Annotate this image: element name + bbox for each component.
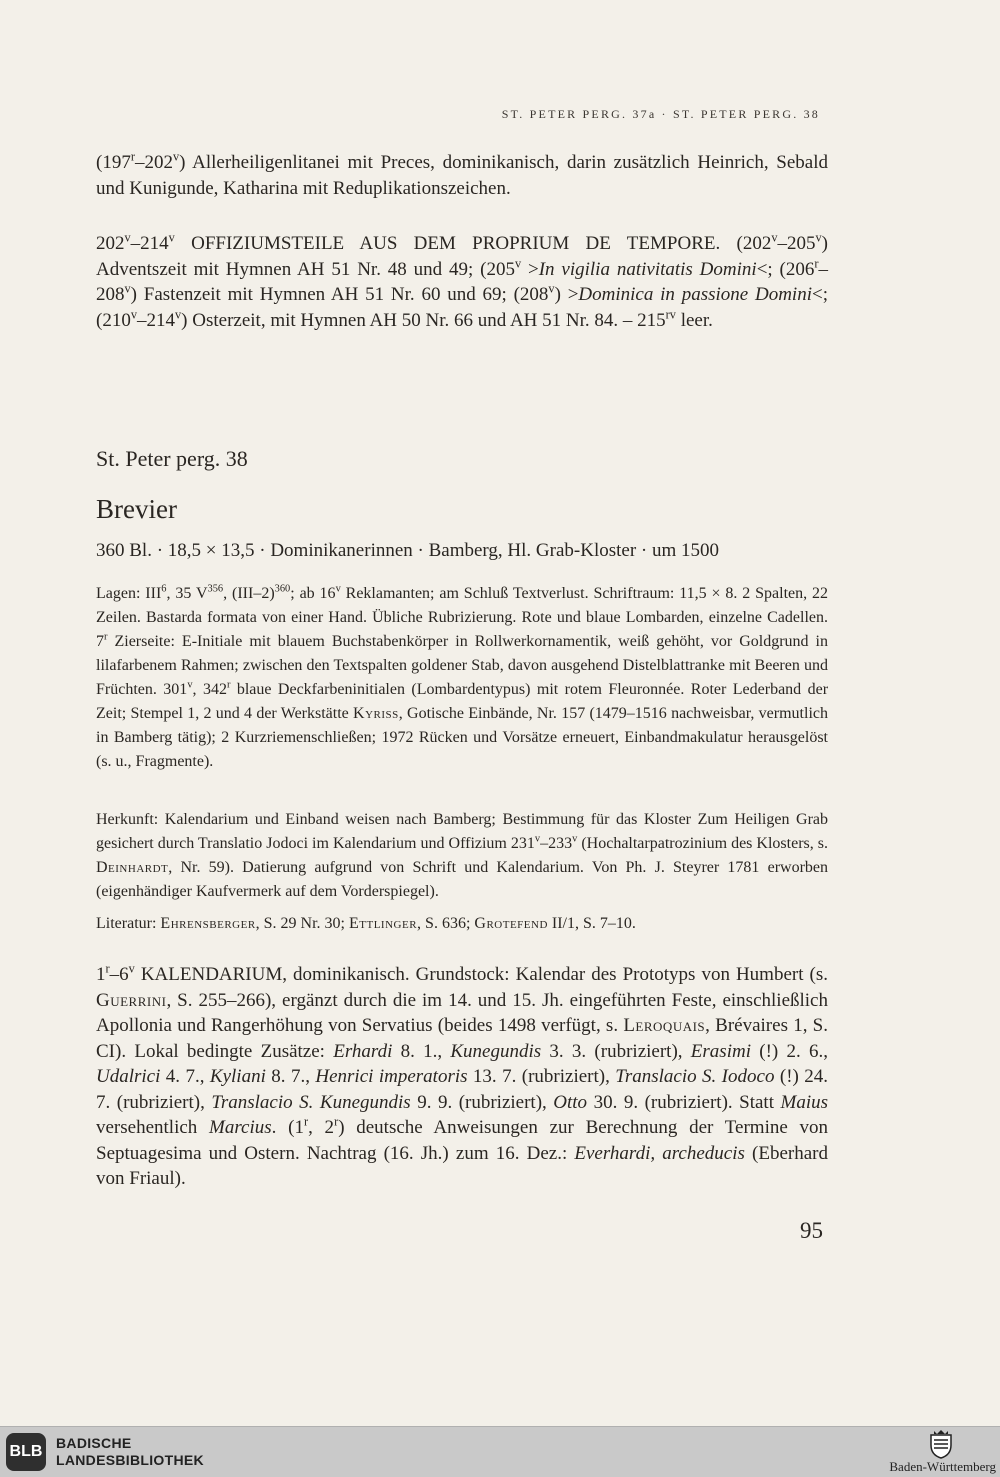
blb-logo[interactable]: BLB xyxy=(6,1433,46,1471)
footer-bar xyxy=(0,1426,1000,1477)
manuscript-title: Brevier xyxy=(96,494,177,524)
coat-of-arms-icon xyxy=(928,1429,954,1459)
paragraph-offizium: 202$^v$–214$^v$ OFFIZIUMSTEILE AUS DEM PROPRIUM DE TEMPORE. (202$^v$–205$^v$) Adventszeit mit Hymnen AH 51 Nr. 48 und 49; ($205^v >In$ vigilia nativitatis Domini<; (206$^r$–208$^v$) Fastenzeit mit Hymnen AH 51 Nr. 60 und 69; $(208^v)$ >Dominica in passione Domini<; (210$^v$–214$^v$) Osterzeit, mit Hymnen AH 50 Nr. 66 und AH 51 Nr. 84. – $215^{rv}$ leer. xyxy=(96,230,828,331)
page-number: 95 xyxy=(800,1218,823,1243)
paragraph-litany: (197$^r$–202$^v$) Allerheiligenlitanei mit Preces, dominikanisch, darin zusätzlich Heinrich, Sebald und Kunigunde, Katharina mit Reduplikationszeichen. xyxy=(96,149,828,199)
state-name[interactable]: Baden-Württemberg xyxy=(889,1459,996,1474)
shelfmark-heading: St. Peter perg. 38 xyxy=(96,446,248,471)
physical-description: 360 Bl. · 18,5 × 13,5 · Dominikanerinnen · Bamberg, Hl. Grab-Kloster · um 1500 xyxy=(96,540,720,561)
running-head: ST. PETER PERG. 37a · ST. PETER PERG. 38 xyxy=(501,107,820,121)
paragraph-herkunft: Herkunft: Kalendarium und Einband weisen nach Bamberg; Bestimmung für das Kloster Zum Heiligen Grab gesichert durch Translatio Jodoci im Kalendarium und Offizium 231$^v$–233$^v$ (Hochaltarpatrozinium des Klosters, s. Deinhardt, Nr. 59). Datierung aufgrund von Schrift und Kalendarium. Von Ph. J. Steyrer 1781 erworben (eigenhändiger Kaufvermerk auf dem Vorderspiegel). xyxy=(96,811,828,900)
library-name-line2: LANDESBIBLIOTHEK xyxy=(56,1452,204,1468)
paragraph-lagen: Lagen: III$^6$, 35 $V^{356}$, $(III-2)^{360}$; ab 16$^v$ Reklamanten; am Schluß Textverlust. Schriftraum: 11,5 × 8. 2 Spalten, 22 Zeilen. Bastarda formata von einer Hand. Übliche Rubrizierung. Rote und blaue Lombarden, einzelne Cadellen. 7$^r$ Zierseite: E-Initiale mit blauem Buchstabenkörper in Rollwerkornamentik, weiß gehöht, vor Goldgrund in lilafarbenem Rahmen; zwischen den Textspalten goldener Stab, davon ausgehend Distelblattranke mit Beeren und Früchten. 301$^v$, 342$^r$ blaue Deckfarbeninitialen (Lombardentypus) mit rotem Fleuronnée. Roter Lederband der Zeit; Stempel 1, 2 und 4 der Werkstätte Kyriss, Gotische Einbände, Nr. 157 (1479–1516 nachweisbar, vermutlich in Bamberg tätig); 2 Kurzriemenschließen; 1972 Rücken und Vorsätze erneuert, Einbandmakulatur herausgelöst (s. u., Fragmente). xyxy=(96,583,829,770)
paragraph-literatur: Literatur: Ehrensberger, S. 29 Nr. 30; Ettlinger, S. 636; Grotefend II/1, S. 7–10. xyxy=(96,915,636,932)
library-name-line1: BADISCHE xyxy=(56,1435,132,1451)
library-name[interactable] xyxy=(56,1435,204,1469)
paragraph-kalendarium: 1$^r$–6$^v$ KALENDARIUM, dominikanisch. Grundstock: Kalendar des Prototyps von Humbert (s. Guerrini, S. 255–266), ergänzt durch die im 14. und 15. Jh. eingeführten Feste, einschließlich Apollonia und Rangerhöhung von Servatius (beides 1498 verfügt, s. Leroquais, Brévaires 1, S. CI). Lokal bedingte Zusätze: Erhardi 8. 1., Kunegundis 3. 3. (rubriziert), Erasimi (!) 2. 6., Udalrici 4. 7., Kyliani 8. 7., Henrici imperatoris 13. 7. (rubriziert), Translacio S. Iodoco (!) 24. 7. (rubriziert), Translacio S. Kunegundis 9. 9. (rubriziert), Otto 30. 9. (rubriziert). Statt Maius versehentlich Marcius. (1$^r$, 2$^r$) deutsche Anweisungen zur Berechnung der Termine von Septuagesima und Ostern. Nachtrag (16. Jh.) zum 16. Dez.: Everhardi, archeducis (Eberhard von Friaul). xyxy=(96,961,829,1189)
